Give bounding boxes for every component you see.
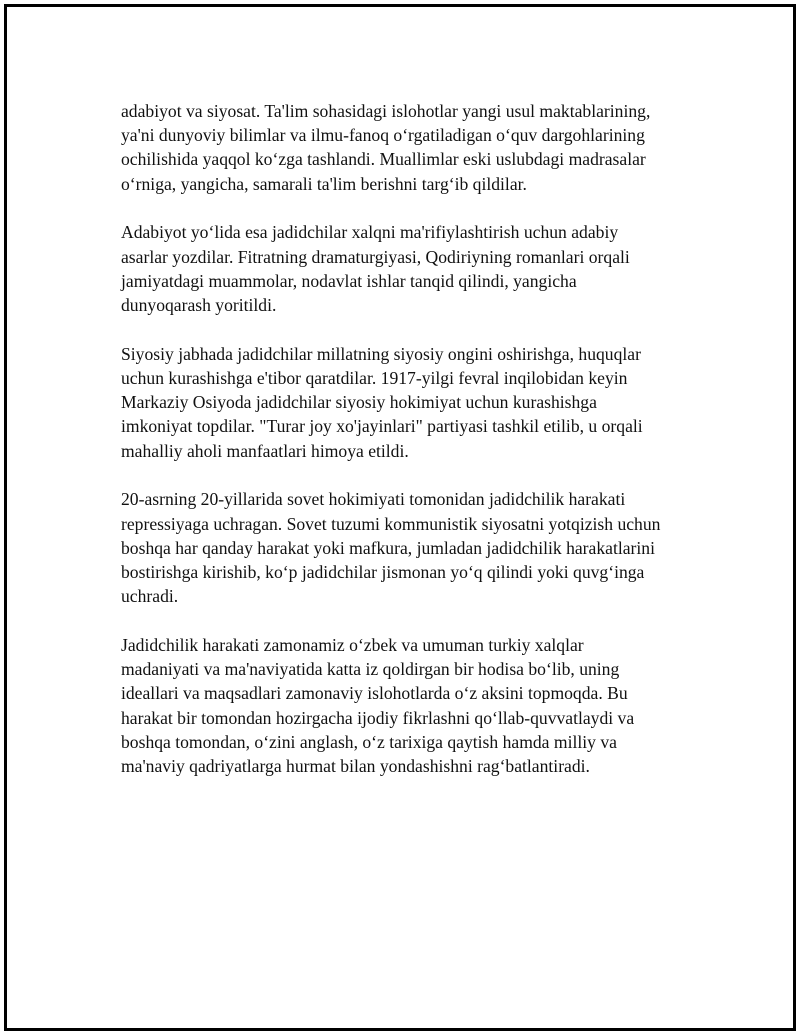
text-line: boshqa tomondan, o‘zini anglash, o‘z tarixiga qaytish hamda milliy va: [121, 731, 617, 752]
text-line: ya'ni dunyoviy bilimlar va ilmu-fanoq o‘rgatiladigan o‘quv dargohlarining: [121, 125, 645, 146]
text-line: Jadidchilik harakati zamonamiz o‘zbek va umuman turkiy xalqlar: [121, 635, 584, 656]
text-line: jamiyatdagi muammolar, nodavlat ishlar tanqid qilindi, yangicha: [121, 270, 577, 291]
text-line: madaniyati va ma'naviyatida katta iz qoldirgan bir hodisa bo‘lib, uning: [121, 659, 620, 680]
paragraph-4: [121, 487, 711, 608]
text-line: o‘rniga, yangicha, samarali ta'lim berishni targ‘ib qildilar.: [121, 173, 527, 194]
text-line: imkoniyat topdilar. "Turar joy xo'jayinlari" partiyasi tashkil etilib, u orqali: [121, 416, 643, 437]
text-line: ochilishida yaqqol ko‘zga tashlandi. Muallimlar eski uslubdagi madrasalar: [121, 149, 646, 170]
paragraph-1: [121, 99, 711, 196]
paragraph-5: [121, 633, 711, 778]
text-line: bostirishga kirishib, ko‘p jadidchilar jismonan yo‘q qilindi yoki quvg‘inga: [121, 562, 645, 583]
text-line: asarlar yozdilar. Fitratning dramaturgiyasi, Qodiriyning romanlari orqali: [121, 246, 630, 267]
text-line: repressiyaga uchragan. Sovet tuzumi kommunistik siyosatni yotqizish uchun: [121, 513, 661, 534]
text-line: ma'naviy qadriyatlarga hurmat bilan yondashishni rag‘batlantiradi.: [121, 756, 590, 777]
text-line: uchun kurashishga e'tibor qaratdilar. 1917-yilgi fevral inqilobidan keyin: [121, 368, 628, 389]
page-frame: [4, 4, 796, 1031]
text-line: uchradi.: [121, 586, 179, 607]
document-body: [121, 99, 711, 803]
paragraph-2: [121, 220, 711, 317]
text-line: Adabiyot yo‘lida esa jadidchilar xalqni ma'rifiylashtirish uchun adabiy: [121, 222, 619, 243]
paragraph-3: [121, 342, 711, 463]
text-line: Siyosiy jabhada jadidchilar millatning siyosiy ongini oshirishga, huquqlar: [121, 343, 641, 364]
text-line: Markaziy Osiyoda jadidchilar siyosiy hokimiyat uchun kurashishga: [121, 392, 597, 413]
text-line: harakat bir tomondan hozirgacha ijodiy fikrlashni qo‘llab-quvvatlaydi va: [121, 707, 635, 728]
text-line: dunyoqarash yoritildi.: [121, 295, 277, 316]
text-line: mahalliy aholi manfaatlari himoya etildi.: [121, 440, 409, 461]
text-line: ideallari va maqsadlari zamonaviy islohotlarda o‘z aksini topmoqda. Bu: [121, 683, 628, 704]
text-line: 20-asrning 20-yillarida sovet hokimiyati tomonidan jadidchilik harakati: [121, 489, 626, 510]
text-line: adabiyot va siyosat. Ta'lim sohasidagi islohotlar yangi usul maktablarining,: [121, 101, 651, 121]
text-line: boshqa har qanday harakat yoki mafkura, jumladan jadidchilik harakatlarini: [121, 537, 655, 558]
